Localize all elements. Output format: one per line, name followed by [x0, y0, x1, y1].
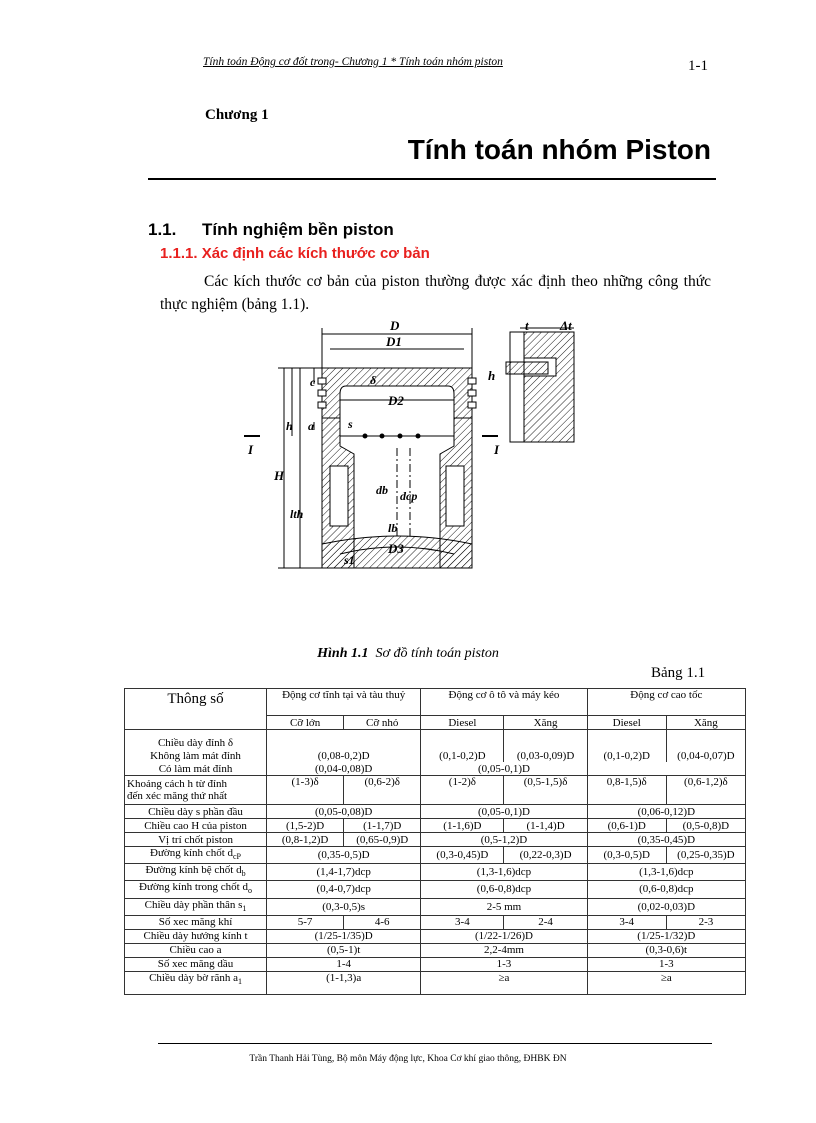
cell: (0,3-0,45)D	[421, 847, 504, 864]
table-row	[125, 730, 746, 750]
header-sub: Xăng	[504, 716, 587, 730]
row-label-sub: b	[241, 869, 246, 879]
row-label-text: Đường kính chốt d	[150, 847, 233, 859]
cell: (1,3-1,6)dcp	[587, 864, 745, 881]
cell: (0,6-1,2)δ	[666, 776, 745, 805]
label-H: H	[274, 468, 285, 483]
cell: (1-1,3)a	[267, 971, 421, 994]
table-row	[125, 957, 746, 971]
cell: 1-3	[421, 957, 587, 971]
row-label: Vị trí chốt piston	[125, 833, 267, 847]
cell: (0,1-0,2)D	[587, 749, 666, 762]
cell: (1-3)δ	[267, 776, 344, 805]
piston-diagram	[230, 318, 600, 590]
cell: 5-7	[267, 915, 344, 929]
cell: (0,5-1,5)δ	[504, 776, 587, 805]
table-row	[125, 749, 746, 762]
row-label-sub: cP	[233, 852, 241, 862]
label-D3: D3	[388, 541, 404, 556]
cell: 1-3	[587, 957, 745, 971]
cell: 2-4	[504, 915, 587, 929]
cell: (0,02-0,03)D	[587, 898, 745, 915]
header-sub: Xăng	[666, 716, 745, 730]
cell: (1-1,7)D	[344, 819, 421, 833]
row-label: Có làm mát đỉnh	[125, 762, 267, 776]
cell: (0,6-1)D	[587, 819, 666, 833]
header-sub: Diesel	[587, 716, 666, 730]
row-label	[125, 847, 267, 864]
label-t: t	[525, 318, 529, 333]
cell: (0,05-0,1)D	[421, 805, 587, 819]
cell: (1-1,6)D	[421, 819, 504, 833]
table-row	[125, 898, 746, 915]
cell: (1,3-1,6)dcp	[421, 864, 587, 881]
figure-caption-text: Sơ đồ tính toán piston	[375, 646, 499, 661]
cell: (0,6-2)δ	[344, 776, 421, 805]
header-sub: Cỡ nhỏ	[344, 716, 421, 730]
table-row	[125, 762, 746, 776]
label-I-right: I	[494, 442, 500, 457]
cell: 4-6	[344, 915, 421, 929]
figure-caption-number: Hình 1.1	[317, 646, 369, 661]
cell: (0,04-0,07)D	[666, 749, 745, 762]
row-label-line1: Khoảng cách h từ đỉnh	[127, 778, 228, 790]
label-c: c	[310, 375, 316, 389]
header-group-1: Động cơ tĩnh tại và tàu thuỷ	[267, 689, 421, 716]
table-row	[125, 915, 746, 929]
chapter-label: Chương 1	[205, 107, 269, 123]
running-header: Tính toán Động cơ đốt trong- Chương 1 * Tính toán nhóm piston	[203, 56, 503, 68]
subsection-heading: 1.1.1. Xác định các kích thước cơ bản	[160, 245, 430, 262]
table-row	[125, 819, 746, 833]
section-title: Tính nghiệm bền piston	[202, 220, 394, 239]
label-I-left: I	[248, 442, 254, 457]
row-label: Không làm mát đỉnh	[125, 749, 267, 762]
cell: 2-3	[666, 915, 745, 929]
cell: (0,8-1,2)D	[267, 833, 344, 847]
label-lth: lth	[290, 507, 304, 521]
row-label: Chiều dày đỉnh δ	[125, 730, 267, 750]
cell: (0,6-0,8)dcp	[421, 881, 587, 898]
label-lb: lb	[388, 521, 398, 535]
table-row	[125, 881, 746, 898]
label-h-small: h	[488, 368, 496, 383]
header-sub: Cỡ lớn	[267, 716, 344, 730]
row-label-text: Chiều dày bờ rãnh a	[149, 971, 238, 984]
table-row	[125, 943, 746, 957]
cell: (0,22-0,3)D	[504, 847, 587, 864]
cell: (1,5-2)D	[267, 819, 344, 833]
cell: (0,1-0,2)D	[421, 749, 504, 762]
table-row	[125, 864, 746, 881]
label-delta: δ	[370, 373, 377, 387]
cell: (0,3-0,5)D	[587, 847, 666, 864]
label-dcp: dcp	[400, 489, 418, 503]
cell: (0,5-1,2)D	[421, 833, 587, 847]
row-label-sub: 1	[237, 976, 242, 986]
header-param: Thông số	[125, 689, 267, 730]
body-paragraph: Các kích thước cơ bản của piston thường được xác định theo những công thức thực nghiệm (bảng 1.1).	[160, 273, 711, 313]
cell: (1,4-1,7)dcp	[267, 864, 421, 881]
row-label: Chiều cao H của piston	[125, 819, 267, 833]
parameters-table	[124, 688, 746, 995]
label-a: a	[308, 419, 314, 433]
cell: (0,06-0,12)D	[587, 805, 745, 819]
row-label-text: Đường kính trong chốt d	[139, 881, 248, 894]
row-label	[125, 864, 267, 881]
cell: (0,35-0,5)D	[267, 847, 421, 864]
header-group-3: Động cơ cao tốc	[587, 689, 745, 716]
footer-rule	[158, 1043, 712, 1044]
cell: (1-1,4)D	[504, 819, 587, 833]
row-label-text: Đường kính bệ chốt d	[145, 864, 242, 877]
cell: (0,4-0,7)dcp	[267, 881, 421, 898]
cell: ≥a	[587, 971, 745, 994]
cell: (1/25-1/35)D	[267, 929, 421, 943]
cell: 1-4	[267, 957, 421, 971]
cell: (0,03-0,09)D	[504, 749, 587, 762]
label-s: s	[348, 417, 353, 431]
page-number: 1-1	[688, 58, 708, 74]
cell: 2-5 mm	[421, 898, 587, 915]
title-rule	[148, 178, 716, 180]
row-label: Chiều cao a	[125, 943, 267, 957]
cell: (0,25-0,35)D	[666, 847, 745, 864]
table-row	[125, 833, 746, 847]
table-row	[125, 776, 746, 805]
cell: (0,08-0,2)D	[267, 749, 421, 762]
cell: (0,35-0,45)D	[587, 833, 745, 847]
cell: (0,65-0,9)D	[344, 833, 421, 847]
header-group-2: Động cơ ô tô và máy kéo	[421, 689, 587, 716]
section-number: 1.1.	[148, 220, 177, 239]
row-label: Chiều dày hướng kính t	[125, 929, 267, 943]
label-db: db	[376, 483, 388, 497]
cell: 3-4	[421, 915, 504, 929]
cell: (1-2)δ	[421, 776, 504, 805]
row-label	[125, 971, 267, 994]
cell: (0,3-0,6)t	[587, 943, 745, 957]
cell: (0,05-0,08)D	[267, 805, 421, 819]
row-label: Số xec măng dầu	[125, 957, 267, 971]
row-label-sub: o	[247, 886, 252, 896]
row-label	[125, 898, 267, 915]
cell: (1/25-1/32)D	[587, 929, 745, 943]
row-label-line2: đến xéc măng thứ nhất	[127, 790, 228, 802]
label-h: h	[286, 419, 293, 433]
cell: (0,5-1)t	[267, 943, 421, 957]
header-sub: Diesel	[421, 716, 504, 730]
table-row	[125, 929, 746, 943]
cell: ≥a	[421, 971, 587, 994]
cell: 0,8-1,5)δ	[587, 776, 666, 805]
section-heading	[148, 220, 394, 240]
row-label-text: Chiều dày phần thân s	[144, 898, 243, 911]
table-row	[125, 971, 746, 994]
cell: (0,05-0,1)D	[421, 762, 587, 776]
cell: 2,2-4mm	[421, 943, 587, 957]
table-row	[125, 805, 746, 819]
cell: (0,6-0,8)dcp	[587, 881, 745, 898]
label-D1: D1	[386, 334, 402, 349]
table-row	[125, 847, 746, 864]
table-row	[125, 689, 746, 716]
label-dt: Δt	[560, 318, 572, 333]
cell: (0,04-0,08)D	[267, 762, 421, 776]
label-s1: s1	[344, 553, 355, 567]
chapter-title: Tính toán nhóm Piston	[407, 134, 711, 165]
row-label	[125, 776, 267, 805]
cell: (0,3-0,5)s	[267, 898, 421, 915]
label-D: D	[390, 318, 400, 333]
label-D2: D2	[388, 393, 404, 408]
row-label: Số xec măng khí	[125, 915, 267, 929]
cell: 3-4	[587, 915, 666, 929]
row-label: Chiều dày s phần đầu	[125, 805, 267, 819]
table-number: Bảng 1.1	[651, 665, 706, 681]
row-label	[125, 881, 267, 898]
row-label-sub: 1	[242, 903, 247, 913]
footer-text: Trần Thanh Hải Tùng, Bộ môn Máy động lực, Khoa Cơ khí giao thông, ĐHBK ĐN	[249, 1054, 567, 1064]
cell: (1/22-1/26)D	[421, 929, 587, 943]
cell: (0,5-0,8)D	[666, 819, 745, 833]
figure-caption	[0, 646, 816, 662]
